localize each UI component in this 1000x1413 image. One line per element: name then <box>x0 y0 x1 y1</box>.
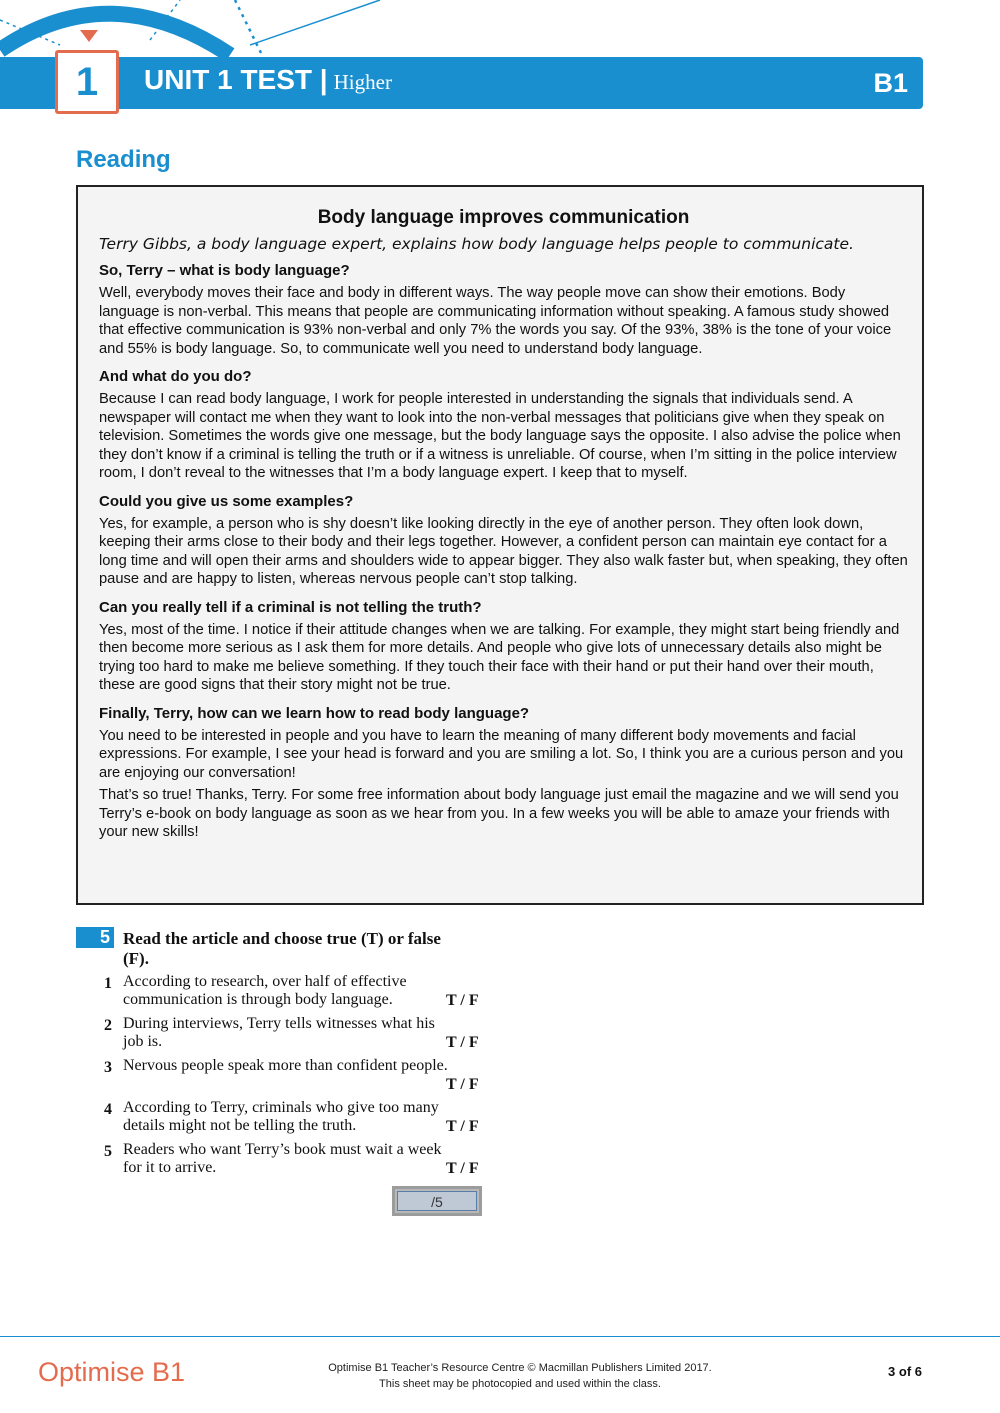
list-item <box>76 1057 496 1099</box>
answer-paragraph: Yes, for example, a person who is shy doesn’t like looking directly in the eye of another person. They often look down, keeping their arms close to their body and their legs together. However, a confident person can maintain eye contact for a long time and will open their arms and shoulders wide to appear bigger. They also walk faster but, when speaking, they often pause and are happy to listen, whereas nervous people can’t stop talking. <box>99 515 908 587</box>
photocopy-line: This sheet may be photocopied and used within the class. <box>379 1378 661 1390</box>
article-heading: Body language improves communication <box>317 207 690 228</box>
item-number: 3 <box>104 1059 112 1076</box>
answer-paragraph: Yes, most of the time. I notice if their attitude changes when we are talking. For example, they might start being friendly and then become more serious as I ask them for more details. And people who give lots of unnecessary details also might be trying too hard to make me believe something. If they touch their face with their hand or put their hand over their mouth, these are good signs that their story might not be true. <box>99 621 900 693</box>
item-number: 4 <box>104 1101 112 1118</box>
item-text: Nervous people speak more than confident people. <box>123 1057 448 1074</box>
copyright-line: Optimise B1 Teacher’s Resource Centre © Macmillan Publishers Limited 2017. <box>328 1362 712 1374</box>
question-heading: Could you give us some examples? <box>99 492 354 510</box>
answer-paragraph: Because I can read body language, I work for people interested in understanding the signals that individuals send. A newspaper will contact me when they want to look into the non-verbal messages that politicians give when they speak on television. Sometimes the words give one message, but the body language says the opposite. I also advise the police when they don’t know if a criminal is telling the truth or if a witness is unreliable. Of course, when I’m sitting in the police interview room, I don’t reveal to the witnesses that I’m a body language expert. I keep that to myself. <box>99 391 901 481</box>
answer-paragraph: You need to be interested in people and you have to learn the meaning of many different body movements and facial expressions. For example, I see your head is forward and you are smiling a lot. So, I think you are a curious person and you are enjoying our conversation! <box>99 727 904 781</box>
true-false-choice[interactable]: T / F <box>446 1034 479 1051</box>
item-number: 5 <box>104 1143 112 1160</box>
true-false-choice[interactable]: T / F <box>446 992 479 1009</box>
item-number: 2 <box>104 1017 112 1034</box>
item-number: 1 <box>104 975 112 992</box>
unit-pointer-icon <box>80 30 98 42</box>
unit-number: 1 <box>55 50 119 114</box>
true-false-choice[interactable]: T / F <box>446 1160 479 1177</box>
level-badge: B1 <box>873 68 908 98</box>
question-heading: Finally, Terry, how can we learn how to read body language? <box>99 704 530 722</box>
page-title <box>144 64 392 96</box>
closing-paragraph: That’s so true! Thanks, Terry. For some free information about body language just email the magazine and we will send you Terry’s e-book on body language as soon as we hear from you. In a few weeks you will be able to amaze your friends with your new skills! <box>99 787 899 840</box>
item-text: According to research, over half of effective communication is through body language. <box>123 973 407 1008</box>
exercise-number: 5 <box>76 927 114 948</box>
item-text: Readers who want Terry’s book must wait a week for it to arrive. <box>123 1141 442 1176</box>
copyright-notice <box>320 1360 720 1392</box>
answer-paragraph: Well, everybody moves their face and body in different ways. The way people move can show their emotions. Body language is non-verbal. This means that people are communicating information without speaking. A famous study showed that effective communication is 93% non-verbal and only 7% the words you say. Of the 93%, 38% is the tone of your voice and 55% is body language. So, to communicate well you need to understand body language. <box>99 285 892 357</box>
level-label: Higher <box>333 70 392 94</box>
list-item <box>76 1099 496 1141</box>
article-box <box>76 185 924 905</box>
exercise-instruction: Read the article and choose true (T) or false (F). <box>123 929 441 968</box>
list-item <box>76 1015 496 1057</box>
true-false-choice[interactable]: T / F <box>446 1076 479 1093</box>
question-heading: Can you really tell if a criminal is not telling the truth? <box>99 598 482 616</box>
title-banner <box>0 57 923 109</box>
list-item <box>76 973 496 1015</box>
brand-logo: Optimise B1 <box>38 1357 186 1387</box>
question-heading: So, Terry – what is body language? <box>99 262 350 279</box>
article-intro: Terry Gibbs, a body language expert, explains how body language helps people to communicate. <box>99 235 854 253</box>
section-title: Reading <box>76 146 171 173</box>
true-false-choice[interactable]: T / F <box>446 1118 479 1135</box>
question-heading: And what do you do? <box>99 368 252 385</box>
page-number: 3 of 6 <box>888 1364 922 1379</box>
test-title: UNIT 1 TEST | <box>144 64 328 95</box>
statement-list <box>76 973 496 1183</box>
score-box[interactable] <box>392 1186 482 1216</box>
score-field[interactable]: /5 <box>397 1191 477 1211</box>
item-text: According to Terry, criminals who give too many details might not be telling the truth. <box>123 1099 439 1134</box>
item-text: During interviews, Terry tells witnesses what his job is. <box>123 1015 435 1050</box>
footer-divider <box>0 1336 1000 1337</box>
list-item <box>76 1141 496 1183</box>
